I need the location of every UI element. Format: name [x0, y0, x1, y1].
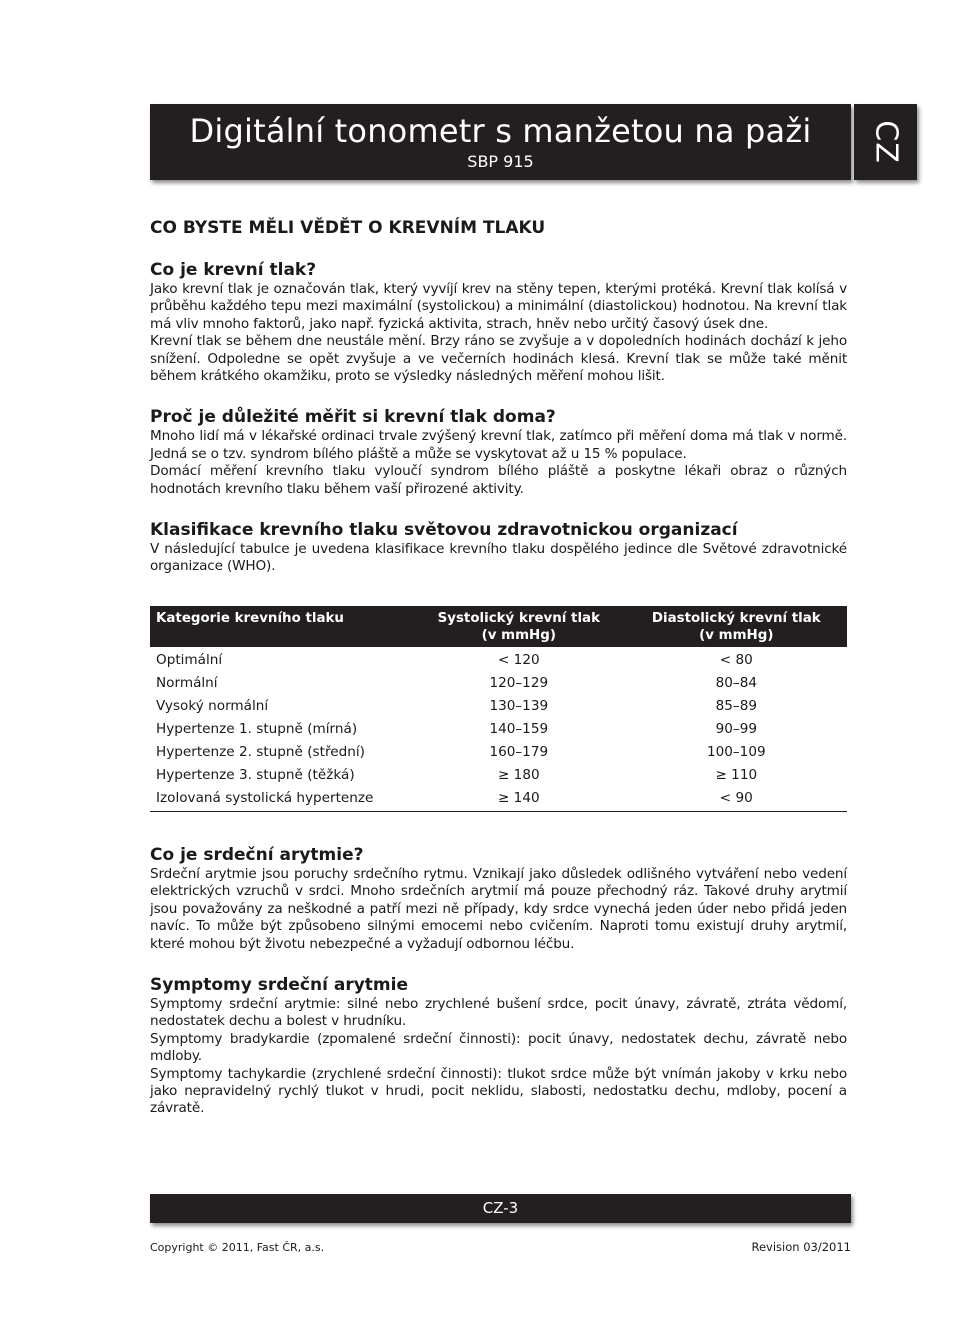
table-row	[150, 787, 847, 812]
table-row	[150, 741, 847, 764]
diastolic-cell: 80–84	[715, 674, 757, 691]
page-footer	[150, 1194, 851, 1223]
diastolic-cell: ≥ 110	[715, 766, 758, 783]
document-body	[150, 215, 847, 1139]
section-who-classification	[150, 519, 847, 812]
systolic-cell: ≥ 180	[497, 766, 540, 783]
category-cell: Hypertenze 1. stupně (mírná)	[156, 720, 358, 737]
column-header-diastolic: Diastolický krevní tlak (v mmHg)	[626, 606, 847, 647]
paragraph: Jako krevní tlak je označován tlak, který vyvíjí krev na stěny tepen, kterými protéká. Krevní tlak kolísá v průběhu každého tepu mezi maximální (systolickou) a minimální (diastolickou) hodnotou. Na krevní tlak má vliv mnoho faktorů, jako např. fyzická aktivita, strach, hněv nebo určitý časový úsek dne.	[150, 281, 847, 332]
main-heading: CO BYSTE MĚLI VĚDĚT O KREVNÍM TLAKU	[150, 218, 546, 238]
paragraph: Symptomy tachykardie (zrychlené srdeční činnosti): tlukot srdce může být vnímán jakoby v krku nebo jako nepravidelný rychlý tlukot v hrudi, pocit neklidu, slabosti, nedostatku dechu, mdloby, pocení a závratě.	[150, 1065, 847, 1117]
table-row	[150, 764, 847, 787]
systolic-cell: 130–139	[489, 697, 549, 714]
systolic-cell: 120–129	[489, 674, 549, 691]
paragraph: Domácí měření krevního tlaku vyloučí syndrom bílého pláště a poskytne lékaři obraz o různých hodnotách krevního tlaku během vaší přirozené aktivity.	[150, 463, 847, 497]
section-heading: Co je krevní tlak?	[150, 260, 317, 280]
diastolic-cell: 90–99	[715, 720, 757, 737]
table-row	[150, 672, 847, 695]
diastolic-cell: 85–89	[715, 697, 757, 714]
section-why-measure-home	[150, 406, 847, 498]
revision-label: Revision 03/2011	[751, 1240, 851, 1254]
systolic-cell: < 120	[497, 651, 540, 668]
section-heading: Proč je důležité měřit si krevní tlak doma?	[150, 407, 556, 428]
systolic-cell: 160–179	[489, 743, 549, 760]
systolic-cell: 140–159	[489, 720, 549, 737]
section-arrhythmia	[150, 844, 847, 953]
page-number: CZ-3	[482, 1199, 519, 1217]
page-header	[150, 104, 851, 180]
section-what-is-bp	[150, 259, 847, 385]
paragraph: V následující tabulce je uvedena klasifikace krevního tlaku dospělého jedince dle Světové zdravotnické organizace (WHO).	[150, 541, 847, 575]
table-header-row	[150, 606, 847, 647]
category-cell: Optimální	[156, 651, 223, 668]
section-heading: Klasifikace krevního tlaku světovou zdravotnickou organizací	[150, 520, 738, 541]
section-arrhythmia-symptoms	[150, 974, 847, 1118]
paragraph: Krevní tlak se během dne neustále mění. Brzy ráno se zvyšuje a v dopoledních hodinách dochází k jeho snížení. Odpoledne se opět zvyšuje a ve večerních hodinách klesá. Krevní tlak se může také měnit během krátkého okamžiku, proto se výsledky následných měření mohou lišit.	[150, 333, 847, 385]
diastolic-cell: 100–109	[706, 743, 766, 760]
diastolic-cell: < 90	[719, 789, 753, 806]
category-cell: Izolovaná systolická hypertenze	[156, 789, 374, 806]
category-cell: Normální	[156, 674, 218, 691]
table-row	[150, 647, 847, 672]
paragraph: Srdeční arytmie jsou poruchy srdečního rytmu. Vznikají jako důsledek odlišného vytváření nebo vedení elektrických vzruchů v srdci. Mnoho srdečních arytmií má pouze přechodný ráz. Takové druhy arytmií jsou považovány za neškodné a patří mezi ně případy, kdy srdce vynechá jeden úder nebo přidá jeden navíc. To může být způsobeno silnými emocemi nebo cvičením. Naproti tomu existují druhy arytmií, které mohou být životu nebezpečné a vyžadují odbornou léčbu.	[150, 865, 847, 952]
section-heading: Co je srdeční arytmie?	[150, 844, 364, 865]
table-row	[150, 718, 847, 741]
language-tab	[854, 104, 917, 180]
language-code: CZ	[868, 120, 903, 164]
category-cell: Vysoký normální	[156, 697, 269, 714]
diastolic-cell: < 80	[719, 651, 753, 668]
systolic-cell: ≥ 140	[497, 789, 540, 806]
column-header-systolic: Systolický krevní tlak (v mmHg)	[412, 606, 626, 647]
bp-classification-table	[150, 606, 847, 812]
table-row	[150, 695, 847, 718]
category-cell: Hypertenze 3. stupně (těžká)	[156, 766, 355, 783]
section-heading: Symptomy srdeční arytmie	[150, 974, 408, 995]
category-cell: Hypertenze 2. stupně (střední)	[156, 743, 365, 760]
copyright-notice: Copyright © 2011, Fast ČR, a.s.	[150, 1241, 325, 1254]
column-header-category: Kategorie krevního tlaku	[150, 606, 412, 647]
paragraph: Symptomy srdeční arytmie: silné nebo zrychlené bušení srdce, pocit únavy, závratě, ztráta vědomí, nedostatek dechu a bolest v hrudníku.	[150, 995, 847, 1030]
paragraph: Symptomy bradykardie (zpomalené srdeční činnosti): pocit únavy, nedostatek dechu, závratě nebo mdloby.	[150, 1030, 847, 1065]
model-number: SBP 915	[467, 152, 534, 171]
paragraph: Mnoho lidí má v lékařské ordinaci trvale zvýšený krevní tlak, zatímco při měření doma má tlak v normě. Jedná se o tzv. syndrom bílého pláště a může se vyskytovat až u 15 % populace.	[150, 428, 847, 462]
document-title: Digitální tonometr s manžetou na paži	[189, 112, 812, 150]
